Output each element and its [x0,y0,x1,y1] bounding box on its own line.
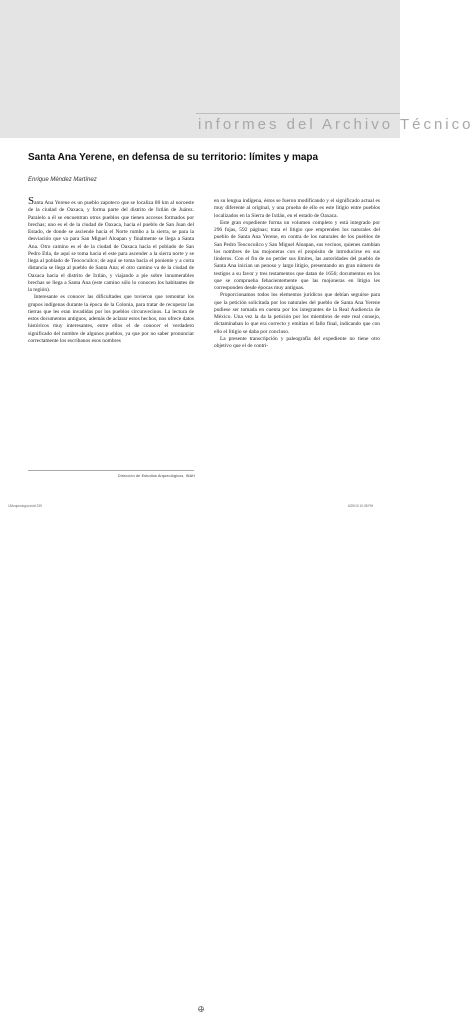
paragraph: Proporcionamos todos los elementos jurídicos que debían seguirse para que la petición solicitada por los naturales del pueblo de Santa Ana Yerene pudiese ser tomada en cuenta por los integrantes de la Real Audiencia de México. Una vez la da la petición por los miembros de este real consejo, dictaminaban lo que era correcto y emitían el fallo final, indicando que con ello el litigio se daba por concluso. [214,292,380,335]
body-column-left [28,195,194,345]
caption-rule [28,470,194,471]
paragraph: en su lengua indígena, éstos se fueron modificando y el significado actual es muy diferente al original, y una prueba de ello es este litigio entre pueblos localizados en la Sierra de Ixtlán, en el estado de Oaxaca. [214,198,380,219]
body-column-right [214,198,380,350]
section-title: informes del Archivo Técnico [198,116,473,133]
paragraph: La presente transcripción y paleografía del expediente no tiene otro objetivo que el de contri- [214,335,380,349]
footer-timestamp: 6/29/10 10:38 PM [348,504,374,508]
paragraph [28,195,194,294]
header-rule [196,113,400,114]
paragraph-text: anta Ana Yerene es un pueblo zapoteco que se localiza 80 km al noroeste de la ciudad de Oaxaca, y forma parte del distrito de Ixtlán de Juárez. Paralelo a él se encuentran otros pueblos que tienen accesos formados por brechas; uno es el de la ciudad de Oaxaca, hacia el pueblo de San Juan del Estado, de donde se asciende hacia el Norte rumbo a la sierra, se para la desviación que va para San Miguel Aloapan y finalmente se llega a Santa Ana. Otro camino es el de la ciudad de Oaxaca hacia el poblado de San Pedro Etla, de aquí se toma hacia el este para ascender a la sierra norte y se llega al poblado de Teococuilco; de aquí se toma hacia el poniente y a corta distancia se llega al pueblo de Santa Ana; el otro camino va de la ciudad de Oaxaca hacia el distrito de Ixtlán, y viajando a pie sobre innumerables brechas se llega a Santa Ana (este camino sólo lo conocen los habitantes de la región). [28,200,194,293]
paragraph: Este gran expediente forma un volumen completo y está integrado por 296 fojas, 592 páginas; trata el litigio que emprenden los naturales del pueblo de Santa Ana Yerene, en contra de los naturales de los pueblos de San Pedro Teococuilco y San Miguel Aloapan, sus vecinos, quienes cambian los nombres de las mojoneras con el propósito de introducirse en sus linderos. Con el fin de no perder sus límites, las autoridades del pueblo de Santa Ana inician un penoso y largo litigio, presentando un gran número de testigos a su favor y tres testamentos que datan de 1656; documentos en los que se comprueba fehacientemente que las mojoneras en litigio les corresponden desde épocas muy antiguas. [214,219,380,291]
print-footer [0,503,400,511]
drop-cap: S [28,195,35,207]
paragraph: Interesante es conocer las dificultades que tuvieron que remontar los grupos indígenas durante la época de la Colonia, para tratar de recuperar las tierras que les eran invadidas por los pueblos circunvecinos. La lectura de estos documentos antiguos, además de aclarar estos hechos, nos ofrece datos históricos muy interesantes, entre ellos el de conocer el verdadero significado del nombre de algunos pueblos, ya que por no saber pronunciar correctamente los escribanos esos nombres [28,294,194,344]
article-author: Enrique Méndez Martínez [28,177,97,183]
article-title: Santa Ana Yerene, en defensa de su territorio: límites y mapa [28,152,319,163]
footer-file-name: 15Arqueología.indd 239 [8,504,42,508]
page-caption: Dirección de Estudios Arqueológicos, INAH [118,474,196,478]
registration-mark-icon [198,1006,204,1012]
